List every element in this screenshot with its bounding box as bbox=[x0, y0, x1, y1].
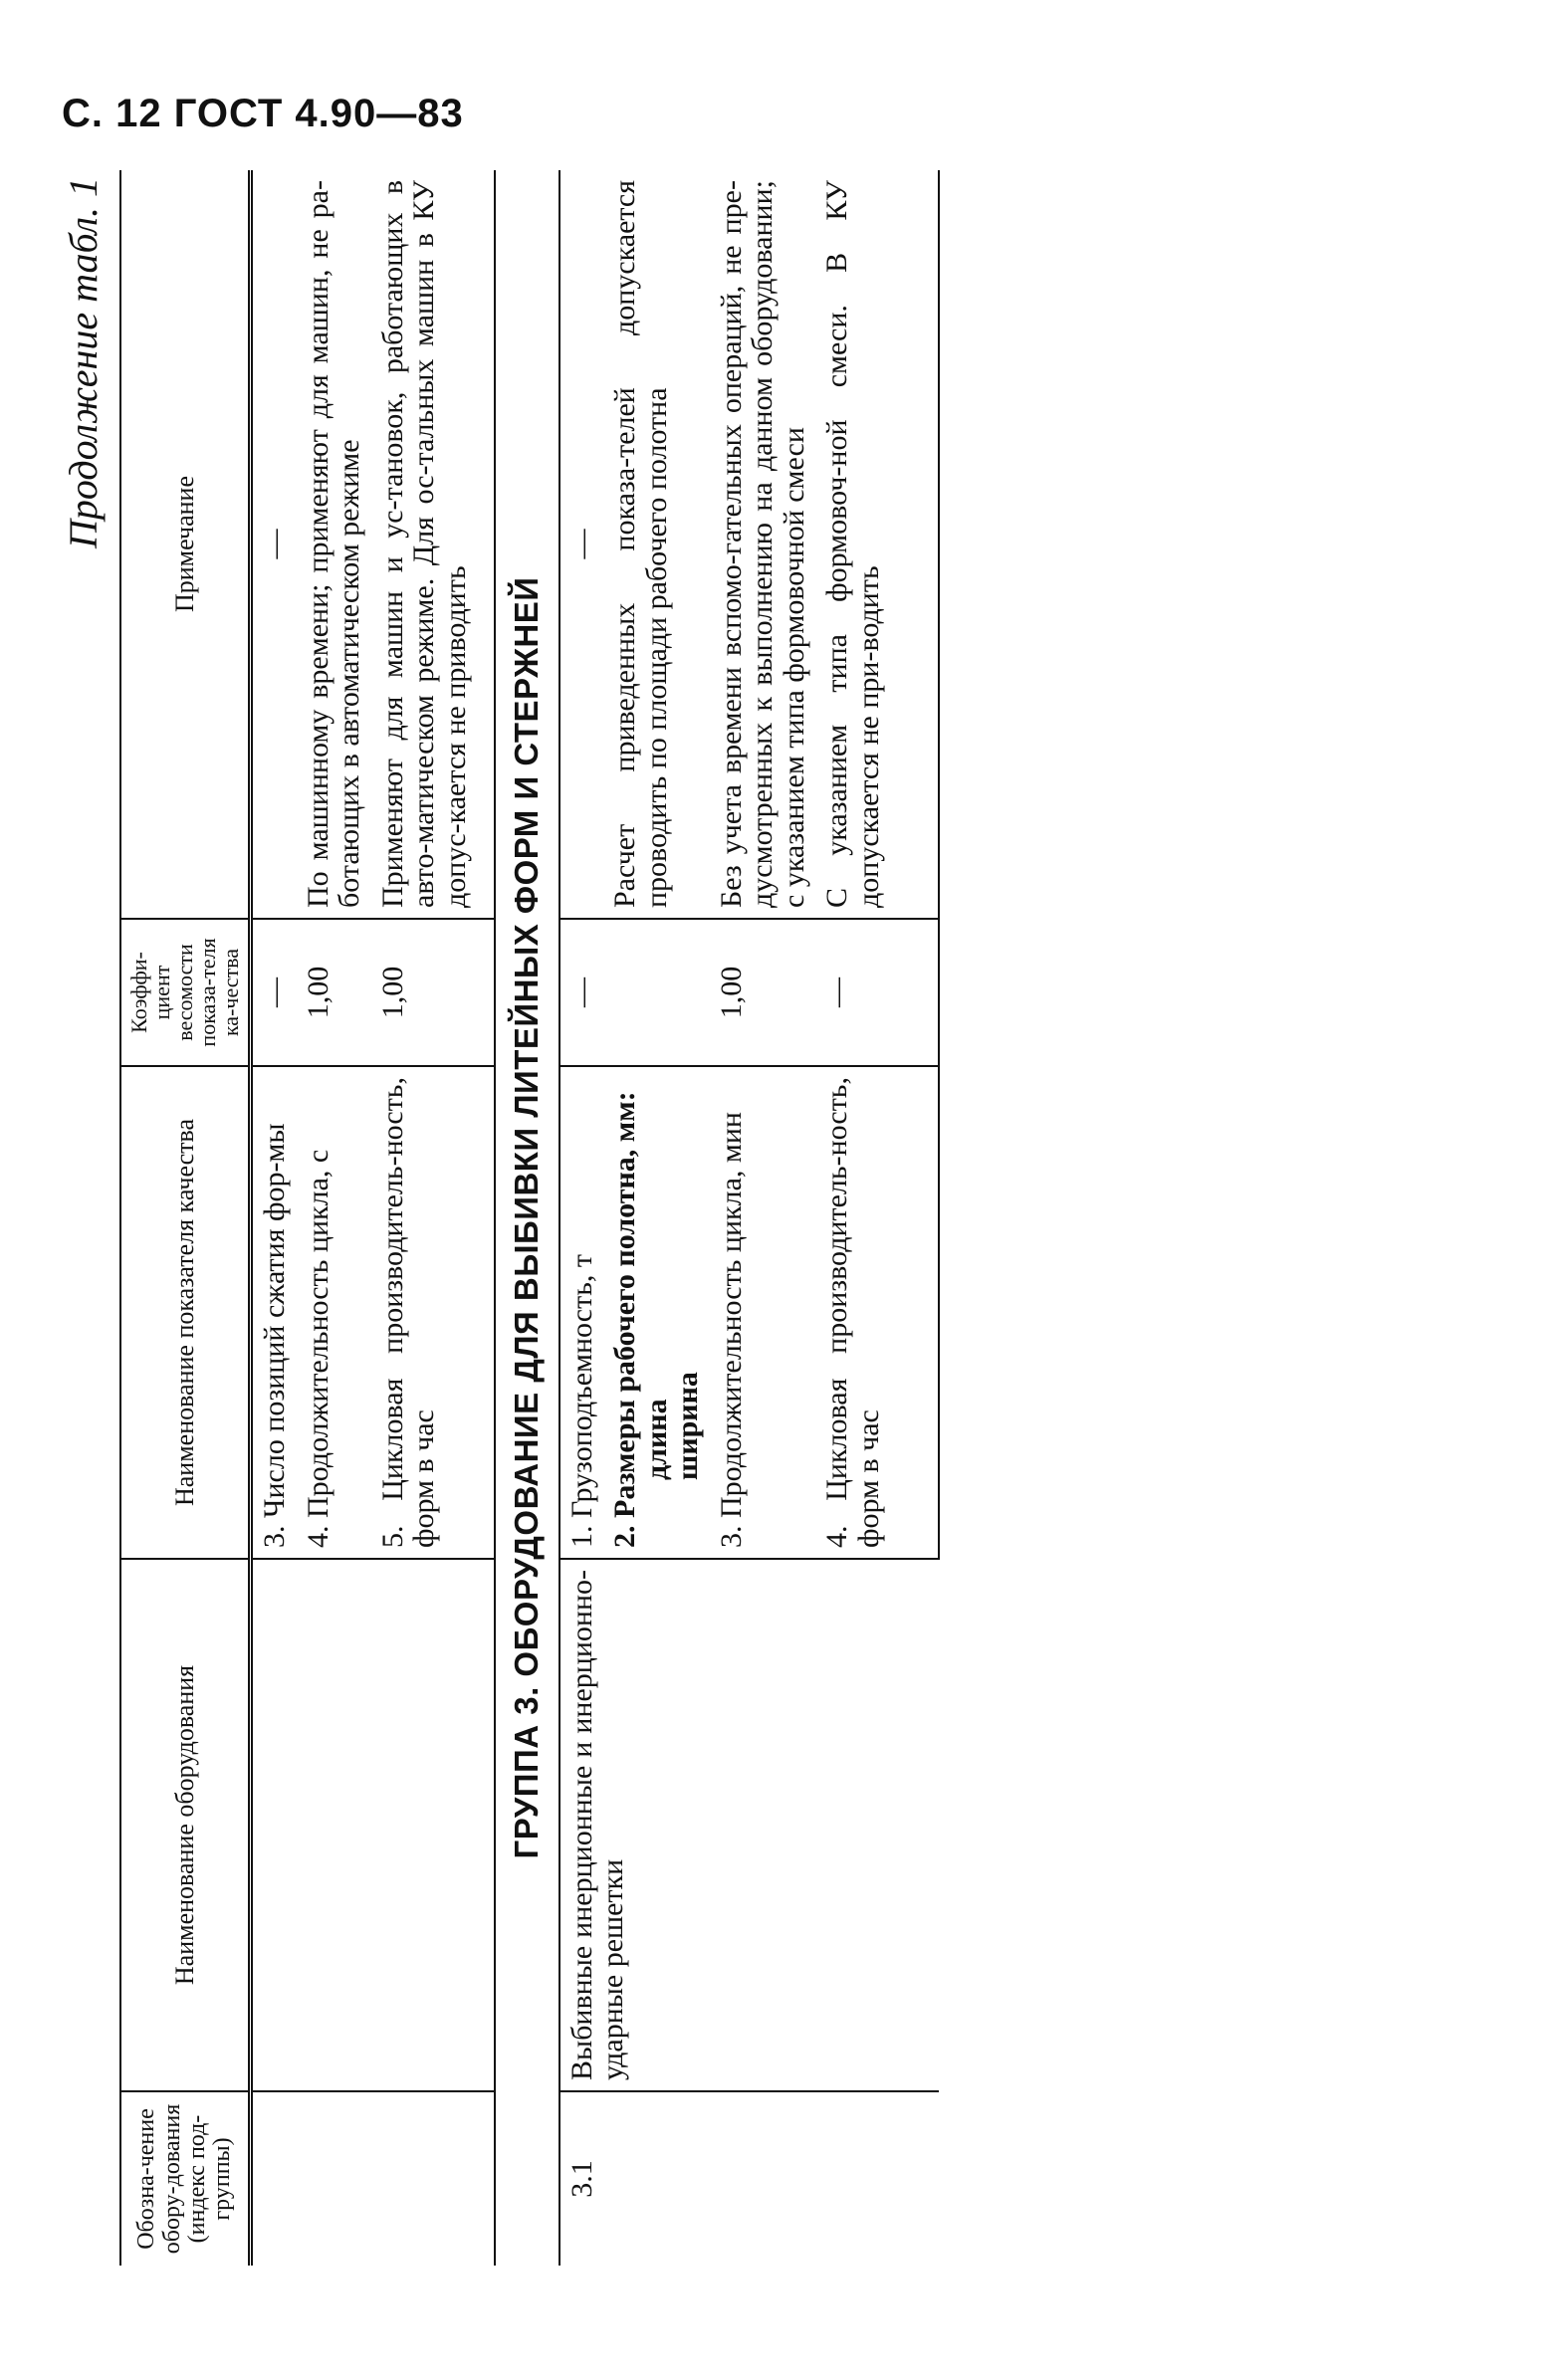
cell-equipment bbox=[251, 1559, 297, 2091]
cell-indicator bbox=[710, 1066, 816, 1559]
cell-coefficient bbox=[815, 919, 939, 1066]
quality-indicators-table bbox=[119, 170, 940, 2266]
cell-indicator bbox=[251, 1066, 297, 1559]
coefficient-value: — bbox=[564, 977, 598, 1007]
cell-code bbox=[297, 2091, 371, 2266]
table-row bbox=[371, 170, 495, 2266]
col-header-code: Обозна-чение обору-дования (индекс под-группы) bbox=[120, 2091, 251, 2266]
cell-coefficient bbox=[710, 919, 816, 1066]
indicator-text: 4. Цикловая производитель-ность, форм в час bbox=[820, 1077, 885, 1548]
group-title-row bbox=[495, 170, 560, 2266]
cell-coefficient bbox=[251, 919, 297, 1066]
note-text: С указанием типа формовоч-ной смеси. В КУ допускается не при-водить bbox=[820, 180, 885, 908]
coefficient-value: 1,00 bbox=[301, 966, 335, 1019]
indicator-sub-width: ширина bbox=[671, 1372, 705, 1480]
cell-equipment bbox=[371, 1559, 495, 2091]
cell-note bbox=[603, 170, 710, 919]
col-header-coefficient: Коэффи-циент весомости показа-теля ка-чества bbox=[120, 919, 251, 1066]
group-title: ГРУППА 3. ОБОРУДОВАНИЕ ДЛЯ ВЫБИВКИ ЛИТЕЙНЫХ ФОРМ И СТЕРЖНЕЙ bbox=[507, 576, 545, 1859]
note-text: По машинному времени; применяют для машин, не ра-ботающих в автоматическом режиме bbox=[301, 180, 366, 908]
col-header-note: Примечание bbox=[120, 170, 251, 919]
col-header-equipment: Наименование оборудования bbox=[120, 1559, 251, 2091]
cell-indicator bbox=[297, 1066, 371, 1559]
note-text: — bbox=[564, 529, 598, 559]
header-row bbox=[120, 170, 251, 2266]
cell-indicator bbox=[560, 1066, 604, 1559]
indicator-sub-length: длина bbox=[639, 1399, 673, 1480]
note-text: Применяют для машин и ус-тановок, работающих в авто-матическом режиме. Для ос-тальных машин в КУ допус-кается не приводить bbox=[375, 180, 472, 908]
cell-note bbox=[371, 170, 495, 919]
cell-note bbox=[560, 170, 604, 919]
indicator-text: 3. Продолжительность цикла, мин bbox=[714, 1112, 748, 1548]
col-header-indicator: Наименование показателя качества bbox=[120, 1066, 251, 1559]
note-text: — bbox=[258, 529, 292, 559]
cell-equipment bbox=[560, 1559, 940, 2091]
cell-coefficient bbox=[297, 919, 371, 1066]
coefficient-value: 1,00 bbox=[375, 966, 409, 1019]
cell-note bbox=[251, 170, 297, 919]
note-text: Без учета времени вспомо-гательных операций, не пре-дусмотренных к выполнению на данном оборудовании; с указанием типа формовочной смеси bbox=[714, 180, 810, 908]
page-header: С. 12 ГОСТ 4.90—83 bbox=[62, 92, 464, 135]
table-row bbox=[297, 170, 371, 2266]
cell-code bbox=[371, 2091, 495, 2266]
cell-coefficient bbox=[603, 919, 710, 1066]
note-text: Расчет приведенных показа-телей допускается проводить по площади рабочего полотна bbox=[608, 180, 673, 908]
coefficient-value: — bbox=[258, 977, 292, 1007]
cell-code bbox=[251, 2091, 297, 2266]
cell-coefficient bbox=[371, 919, 495, 1066]
cell-coefficient bbox=[560, 919, 604, 1066]
cell-indicator bbox=[371, 1066, 495, 1559]
coefficient-value: 1,00 bbox=[714, 966, 748, 1019]
table-row bbox=[251, 170, 297, 2266]
indicator-text: 2. Размеры рабочего полотна, мм: bbox=[608, 1091, 642, 1548]
cell-note bbox=[297, 170, 371, 919]
equipment-code: 3.1 bbox=[564, 2160, 598, 2198]
cell-indicator bbox=[815, 1066, 939, 1559]
indicator-text: 5. Цикловая производитель-ность, форм в час bbox=[375, 1077, 441, 1548]
coefficient-value: — bbox=[820, 977, 854, 1007]
indicator-text: 1. Грузоподъемность, т bbox=[564, 1253, 598, 1548]
indicator-text: 4. Продолжительность цикла, с bbox=[301, 1149, 335, 1548]
indicator-text: 3. Число позиций сжатия фор-мы bbox=[258, 1123, 292, 1548]
continuation-label: Продолжение табл. 1 bbox=[61, 176, 106, 548]
cell-code bbox=[560, 2091, 940, 2266]
cell-equipment bbox=[297, 1559, 371, 2091]
cell-note bbox=[710, 170, 816, 919]
cell-indicator bbox=[603, 1066, 710, 1559]
cell-note bbox=[815, 170, 939, 919]
table-row bbox=[560, 170, 604, 2266]
equipment-name: Выбивные инерционные и инерционно-ударные решетки bbox=[564, 1570, 630, 2080]
